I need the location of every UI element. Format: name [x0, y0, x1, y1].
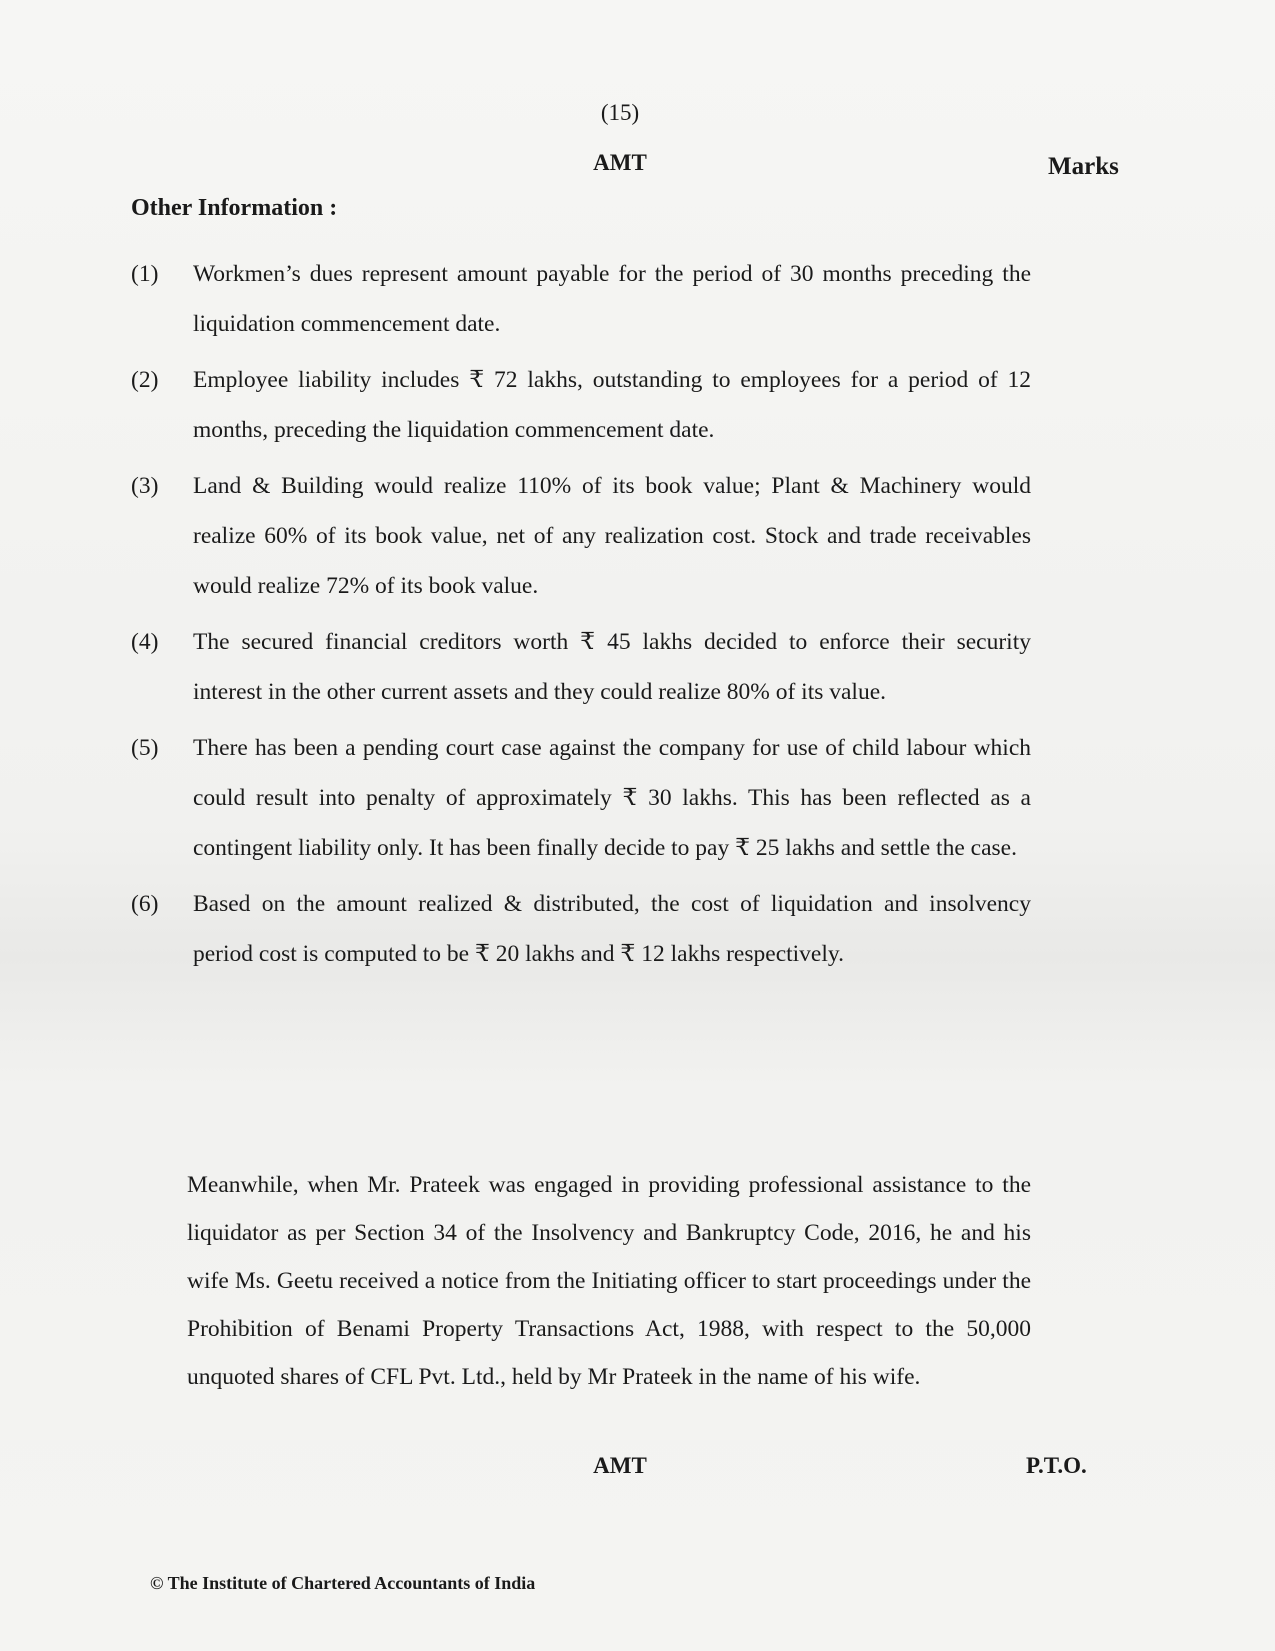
case-paragraph: Meanwhile, when Mr. Prateek was engaged in providing professional assistance to the liquidator as per Section 34 of the Insolvency and Bankruptcy Code, 2016, he and his wife Ms. Geetu received a notice from the Initiating officer to start proceedings under the Prohibition of Benami Property Transactions Act, 1988, with respect to the 50,000 unquoted shares of CFL Pvt. Ltd., held by Mr Prateek in the name of his wife.	[187, 1172, 1031, 1390]
item-text: There has been a pending court case against the company for use of child labour which could result into penalty of approximately ₹ 30 lakhs. This has been reflected as a contingent liability only. It has been finally decide to pay ₹ 25 lakhs and settle the case.	[193, 735, 1031, 861]
marks-label: Marks	[1048, 153, 1119, 180]
list-item	[131, 249, 1031, 349]
item-number: (1)	[131, 261, 159, 287]
page-number: (15)	[600, 100, 640, 125]
list-item	[131, 355, 1031, 455]
item-text: Based on the amount realized & distributed, the cost of liquidation and insolvency period cost is computed to be ₹ 20 lakhs and ₹ 12 lakhs respectively.	[193, 891, 1031, 967]
list-item	[131, 879, 1031, 979]
information-list	[131, 249, 1031, 985]
section-heading: Other Information :	[131, 195, 338, 221]
item-number: (2)	[131, 367, 159, 393]
list-item	[131, 723, 1031, 873]
footer-paper-code: AMT	[593, 1453, 647, 1478]
item-number: (5)	[131, 735, 159, 761]
copyright-notice: © The Institute of Chartered Accountants of India	[150, 1573, 536, 1593]
item-text: Workmen’s dues represent amount payable for the period of 30 months preceding the liquidation commencement date.	[193, 261, 1031, 337]
item-number: (4)	[131, 629, 159, 655]
item-text: Land & Building would realize 110% of its book value; Plant & Machinery would realize 60% of its book value, net of any realization cost. Stock and trade receivables would realize 72% of its book value.	[193, 473, 1031, 599]
list-item	[131, 461, 1031, 611]
item-text: The secured financial creditors worth ₹ 45 lakhs decided to enforce their security interest in the other current assets and they could realize 80% of its value.	[193, 629, 1031, 705]
item-number: (6)	[131, 891, 159, 917]
pto-label: P.T.O.	[1026, 1453, 1087, 1478]
list-item	[131, 617, 1031, 717]
header-paper-code: AMT	[593, 150, 647, 175]
item-number: (3)	[131, 473, 159, 499]
item-text: Employee liability includes ₹ 72 lakhs, outstanding to employees for a period of 12 months, preceding the liquidation commencement date.	[193, 367, 1031, 443]
